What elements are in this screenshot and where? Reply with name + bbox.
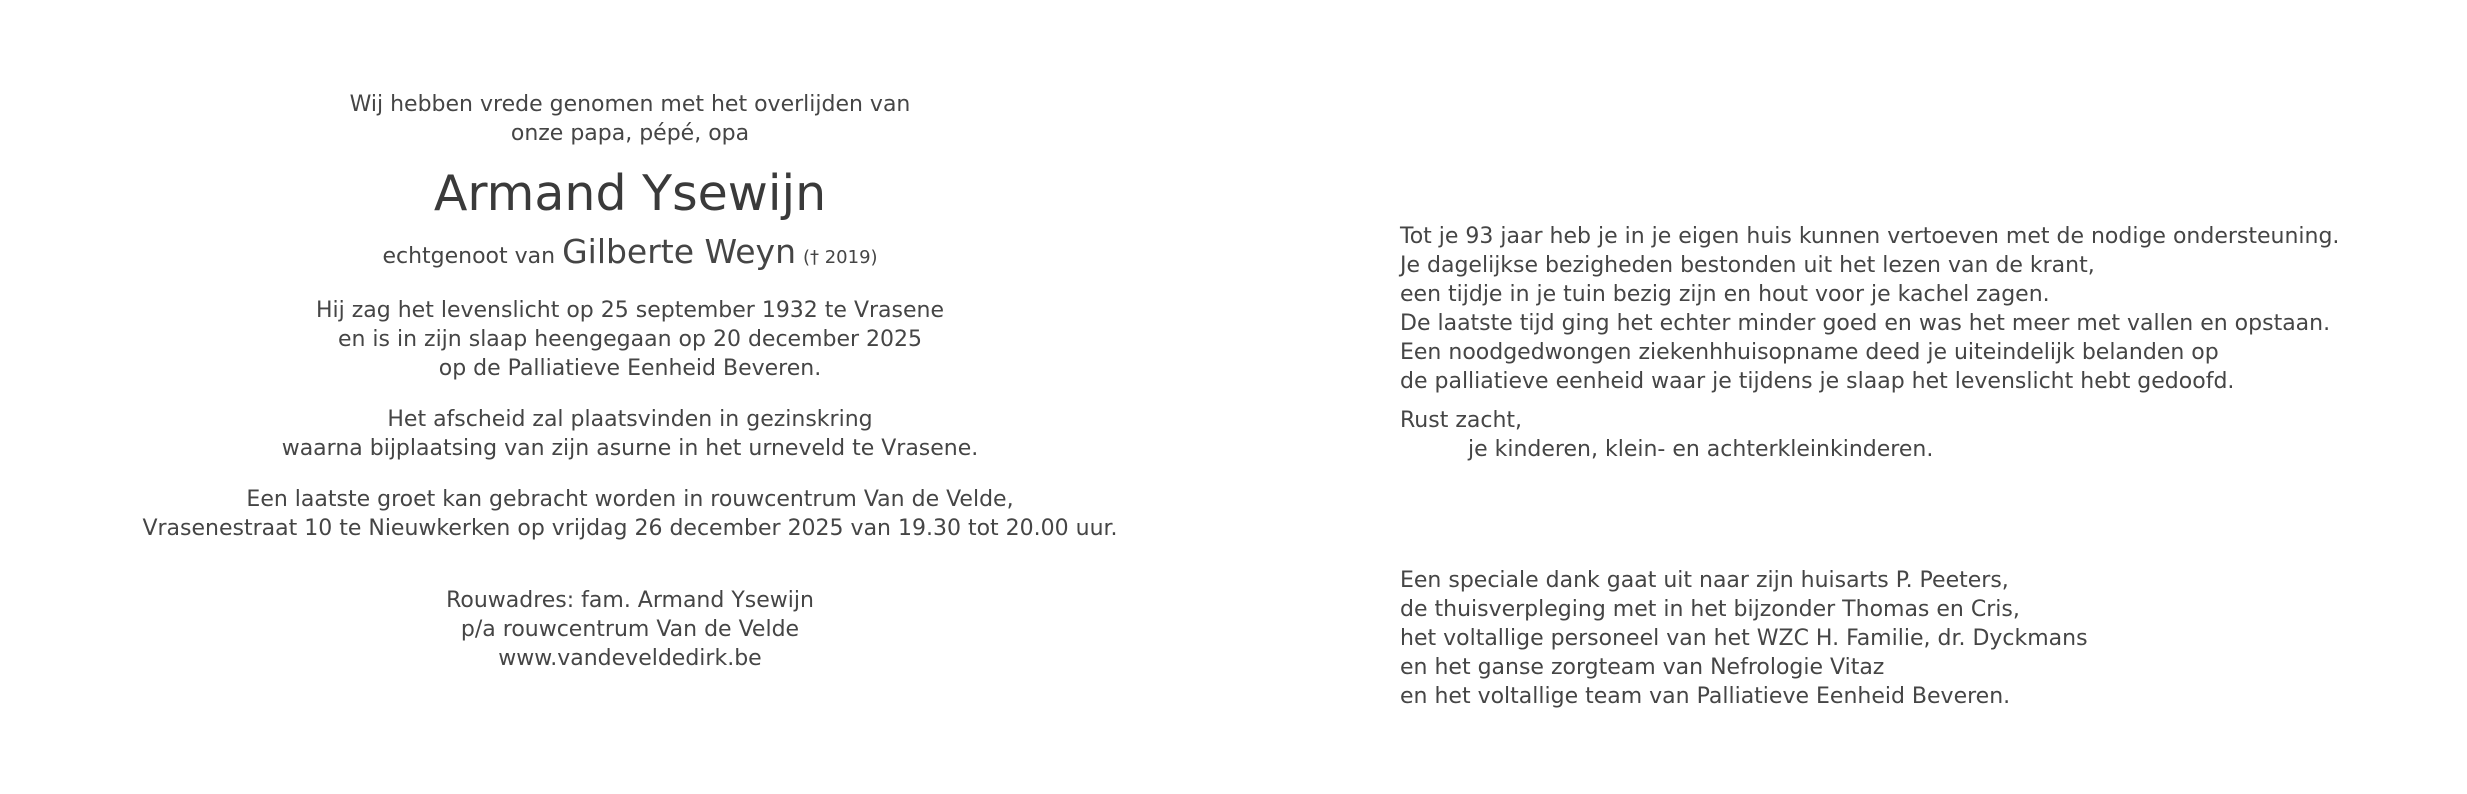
birth-line: op de Palliatieve Eenheid Beveren. <box>438 356 822 381</box>
farewell-line: waarna bijplaatsing van zijn asurne in het urneveld te Vrasene. <box>281 436 979 461</box>
address-line: p/a rouwcentrum Van de Velde <box>460 617 800 642</box>
visit-line: Een laatste groet kan gebracht worden in rouwcentrum Van de Velde, <box>246 487 1014 512</box>
farewell-line: Het afscheid zal plaatsvinden in gezinskring <box>387 407 873 432</box>
thanks-line: Een speciale dank gaat uit naar zijn huisarts P. Peeters, <box>1400 568 2009 593</box>
family-signature: je kinderen, klein- en achterkleinkinderen. <box>1468 437 1934 462</box>
story-line: De laatste tijd ging het echter minder goed en was het meer met vallen en opstaan. <box>1400 311 2331 336</box>
left-panel <box>130 90 1130 673</box>
thanks-line: de thuisverpleging met in het bijzonder Thomas en Cris, <box>1400 597 2020 622</box>
birth-and-death-text <box>130 296 1130 383</box>
story-line: een tijdje in je tuin bezig zijn en hout voor je kachel zagen. <box>1400 282 2050 307</box>
right-panel <box>1400 222 2400 464</box>
thanks-text <box>1400 566 2400 711</box>
spouse-name: Gilberte Weyn <box>562 232 796 271</box>
farewell-text <box>130 405 1130 463</box>
story-line: Een noodgedwongen ziekenhhuisopname deed je uiteindelijk belanden op <box>1400 340 2219 365</box>
spouse-prefix: echtgenoot van <box>382 244 556 269</box>
intro-line: Wij hebben vrede genomen met het overlijden van <box>349 92 911 117</box>
deceased-name: Armand Ysewijn <box>433 165 827 222</box>
thanks-line: en het ganse zorgteam van Nefrologie Vitaz <box>1400 655 1885 680</box>
rest-line: Rust zacht, <box>1400 408 1523 433</box>
visitation-text <box>130 485 1130 543</box>
story-line: de palliatieve eenheid waar je tijdens je slaap het levenslicht hebt gedoofd. <box>1400 369 2235 394</box>
story-line: Je dagelijkse bezigheden bestonden uit het lezen van de krant, <box>1400 253 2095 278</box>
visit-line: Vrasenestraat 10 te Nieuwkerken op vrijdag 26 december 2025 van 19.30 tot 20.00 uur. <box>142 516 1118 541</box>
thanks-line: en het voltallige team van Palliatieve Eenheid Beveren. <box>1400 684 2011 709</box>
story-line: Tot je 93 jaar heb je in je eigen huis kunnen vertoeven met de nodige ondersteuning. <box>1400 224 2340 249</box>
spouse-row <box>130 232 1130 278</box>
farewell-greeting <box>1400 406 2400 464</box>
spouse-death-year: († 2019) <box>802 247 878 268</box>
address-line: Rouwadres: fam. Armand Ysewijn <box>446 588 814 613</box>
intro-line: onze papa, pépé, opa <box>510 121 750 146</box>
life-story-text <box>1400 222 2400 396</box>
intro-text <box>130 90 1130 148</box>
thanks-line: het voltallige personeel van het WZC H. Familie, dr. Dyckmans <box>1400 626 2088 651</box>
website-link[interactable]: www.vandeveldedirk.be <box>498 646 762 671</box>
mourning-address <box>130 586 1130 673</box>
birth-line: Hij zag het levenslicht op 25 september 1932 te Vrasene <box>315 298 945 323</box>
birth-line: en is in zijn slaap heengegaan op 20 december 2025 <box>337 327 923 352</box>
